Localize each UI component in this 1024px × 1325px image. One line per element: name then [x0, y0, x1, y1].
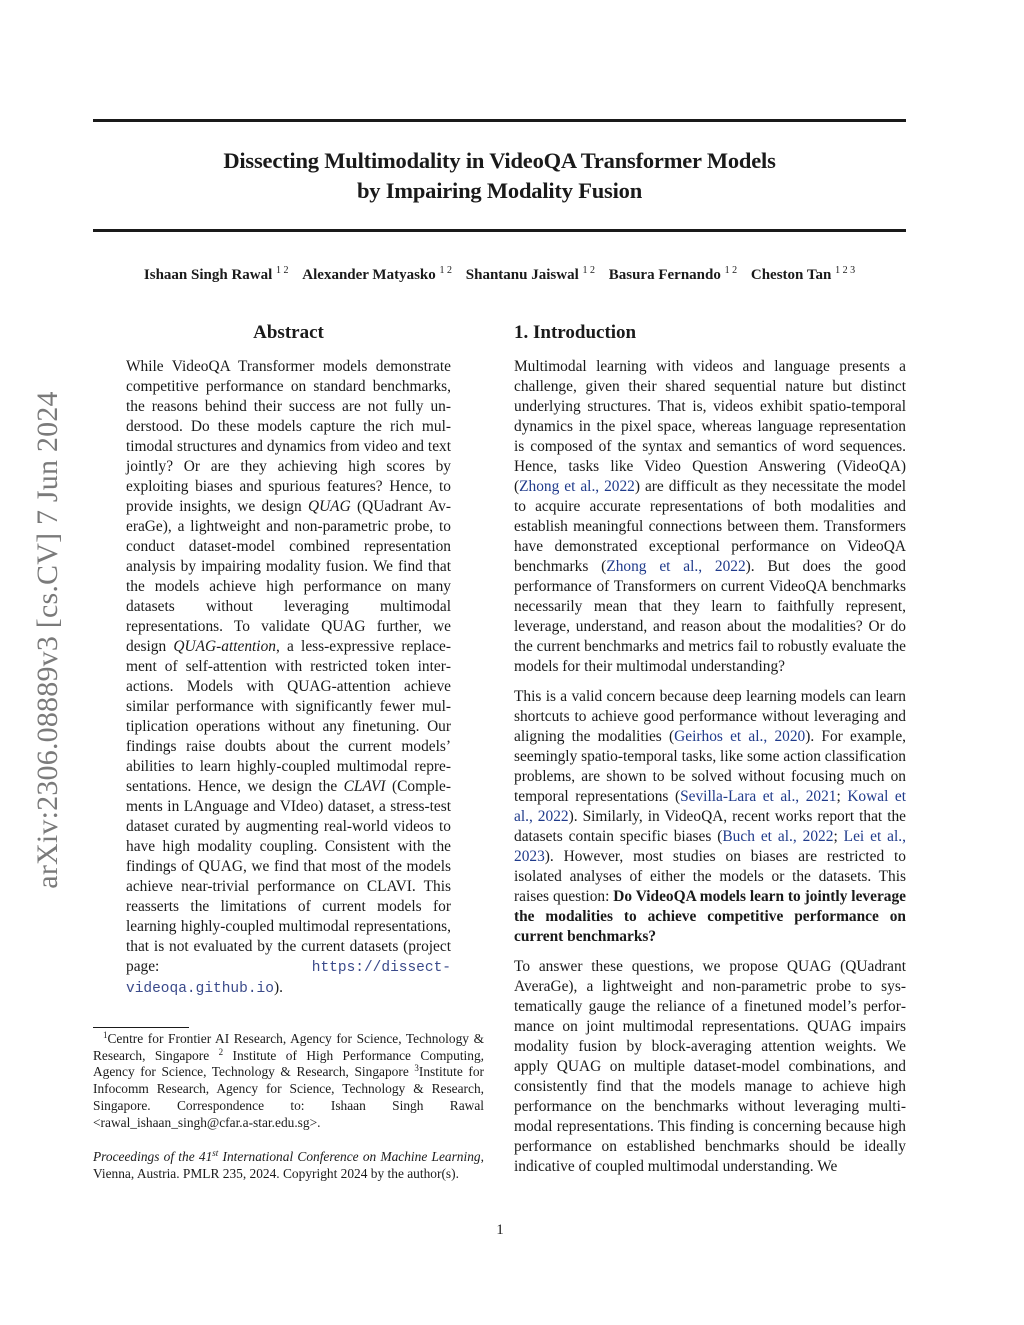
abstract-text: While VideoQA Transformer models demonstrate competitive performance on standard benchmarks, the reasons behind their success are not fully understood. Do these models capture the rich multimodal structures and dynamics from video and text jointly? Or are they achieving high scores by exploiting biases and spurious features? Hence, to provide insights, we design	[126, 358, 451, 515]
abstract-text: (Complements in LAnguage and VIdeo) dataset, a stress-test dataset curated by augmenting real-world videos to have high modality coupling. Consistent with the findings of QUAG, we find that most of the models achieve near-trivial performance on CLAVI. This reasserts the limitations of current models for learning highly-coupled multimodal representations, that is not evaluated by the current datasets (project page:	[126, 778, 451, 975]
author-name: Shantanu Jaiswal	[465, 267, 579, 283]
citation-link[interactable]: Kowal et al., 2022	[514, 788, 906, 825]
affiliation-footnote	[93, 1031, 484, 1131]
proceedings-text: International Conference on Machine Learning	[218, 1149, 481, 1165]
footnote-marker: 3	[414, 1063, 419, 1074]
footnote-marker: 1	[103, 1030, 108, 1040]
intro-text: ). However, most studies on biases are restricted to isolated analyses of either the models or the datasets. This raises question:	[514, 848, 906, 905]
intro-paragraph	[514, 687, 906, 947]
citation-link[interactable]: Geirhos et al., 2020	[674, 728, 806, 745]
project-page-link[interactable]: https://dissect-videoqa.github.io	[126, 960, 451, 997]
author-affiliation: 1 2	[276, 265, 289, 276]
paper-title	[93, 146, 906, 206]
intro-text: To answer these questions, we propose QUAG (QUadrant AveraGe), a lightweight and non-parametric probe to systematically gauge the reliance of a finetuned model’s performance on joint multimodal representations. QUAG impairs modality fusion by block-averaging attention weights. We apply QUAG on multiple dataset-model combinations, and consistently find that the models manage to achieve high performance on the benchmarks without leveraging multimodal representations. This finding is concerning because high performance on established benchmarks should be ideally indicative of coupled multimodal understanding. We	[514, 958, 906, 1175]
citation-link[interactable]: Zhong et al., 2022	[606, 558, 746, 575]
footnote-text: Institute for Infocomm Research, Agency for Science, Technology & Research, Singapore. Correspondence to: Ishaan Singh Rawal <rawal_ishaan_singh@cfar.a-star.edu.sg>.	[93, 1064, 484, 1130]
intro-text: ;	[833, 828, 844, 845]
term-quag: QUAG	[307, 498, 351, 515]
abstract-heading: Abstract	[253, 322, 324, 343]
proceedings-text: , Vienna, Austria. PMLR 235, 2024. Copyright 2024 by the author(s).	[93, 1149, 484, 1181]
term-clavi: CLAVI	[343, 778, 386, 795]
title-line-2: by Impairing Modality Fusion	[356, 178, 643, 203]
abstract-text: (QUadrant AveraGe), a lightweight and non-parametric probe, to conduct dataset-model combined representation analysis by impairing modality fusion. We find that the models achieve high performance on many datasets without leveraging multimodal representations. To validate QUAG further, we design	[126, 498, 451, 655]
abstract-text: , a less-expressive replacement of self-attention with restricted token interactions. Models with QUAG-attention achieve similar performance with significantly fewer multiplication operations without any finetuning. Our findings raise doubts about the current models’ abilities to learn highly-coupled multimodal representations. Hence, we design the	[126, 638, 451, 795]
citation-link[interactable]: Buch et al., 2022	[722, 828, 834, 845]
footnotes	[93, 1031, 484, 1193]
intro-text: ;	[836, 788, 848, 805]
author-affiliation: 1 2	[439, 265, 453, 276]
intro-text: ). For example, seemingly spatio-temporal tasks, like some action classification problems, are shown to be solved without focusing much on temporal representations (	[514, 728, 907, 805]
citation-link[interactable]: Sevilla-Lara et al., 2021	[680, 788, 837, 805]
author	[302, 267, 452, 283]
footnote-rule	[93, 1027, 189, 1028]
author-name: Alexander Matyasko	[302, 267, 436, 283]
intro-text: Multimodal learning with videos and language presents a challenge, given their shared sequential nature but distinct underlying structures. That is, videos exhibit spatio-temporal dynamics in the pixel space, whereas language representation is composed of the syntax and semantics of word sequences. Hence, tasks like Video Question Answering (VideoQA) (	[514, 358, 906, 495]
proceedings-text: Proceedings of the	[93, 1149, 199, 1165]
title-line-1: Dissecting Multimodality in VideoQA Transformer Models	[223, 148, 776, 173]
title-rule-top	[93, 119, 906, 122]
citation-link[interactable]: Zhong et al., 2022	[519, 478, 635, 495]
introduction-heading: 1. Introduction	[514, 322, 637, 343]
author	[609, 267, 737, 283]
author-affiliation: 1 2	[724, 265, 738, 276]
research-question: Do VideoQA models learn to jointly leverage the modalities to achieve competitive performance on current benchmarks?	[514, 888, 906, 945]
intro-paragraph	[514, 957, 906, 1177]
abstract-text: ).	[273, 979, 283, 996]
term-quag-attention: QUAG-attention	[173, 638, 276, 655]
intro-text: ) are difficult as they necessitate the model to acquire accurate representations of both modalities and establish meaningful connections between them. Transformers have demonstrated exceptional performance on VideoQA benchmarks (	[514, 478, 906, 575]
title-rule-bottom	[93, 229, 906, 232]
intro-paragraph	[514, 357, 906, 677]
arxiv-identifier-stamp: arXiv:2306.08889v3 [cs.CV] 7 Jun 2024	[31, 391, 64, 889]
proceedings-ordinal: st	[212, 1148, 219, 1159]
footnote-marker: 2	[218, 1046, 224, 1057]
author	[751, 267, 855, 283]
author-list	[93, 265, 906, 285]
author	[466, 267, 595, 283]
intro-text: This is a valid concern because deep learning models can learn shortcuts to achieve good performance without leveraging and aligning the modalities (	[514, 688, 906, 745]
author-name: Basura Fernando	[608, 267, 721, 283]
citation-link[interactable]: Lei et al., 2023	[514, 828, 906, 865]
footnote-text: Centre for Frontier AI Research, Agency for Science, Technology & Research, Singapore	[93, 1031, 484, 1063]
page-number: 1	[496, 1222, 504, 1238]
footnote-text: Institute of High Performance Computing, Agency for Science, Technology & Research, Singapore	[93, 1047, 484, 1080]
author-affiliation: 1 2 3	[835, 265, 856, 276]
introduction-section	[514, 320, 906, 1187]
intro-text: ). But does the good performance of Transformers on current VideoQA benchmarks necessarily mean that they learn to faithfully represent, leverage, understand, and reason about the modalities? Or do the current benchmarks and metrics fail to robustly evaluate the models for their multimodal understanding?	[514, 558, 906, 675]
author-name: Ishaan Singh Rawal	[143, 267, 273, 283]
proceedings-note	[93, 1149, 484, 1182]
author-name: Cheston Tan	[750, 267, 832, 283]
author-affiliation: 1 2	[582, 265, 595, 276]
abstract-section	[126, 320, 451, 1009]
abstract-paragraph	[126, 357, 451, 999]
intro-text: ). Similarly, in VideoQA, recent works report that the datasets contain specific biases (	[514, 808, 907, 845]
author	[144, 267, 289, 283]
proceedings-number: 41	[198, 1149, 213, 1165]
